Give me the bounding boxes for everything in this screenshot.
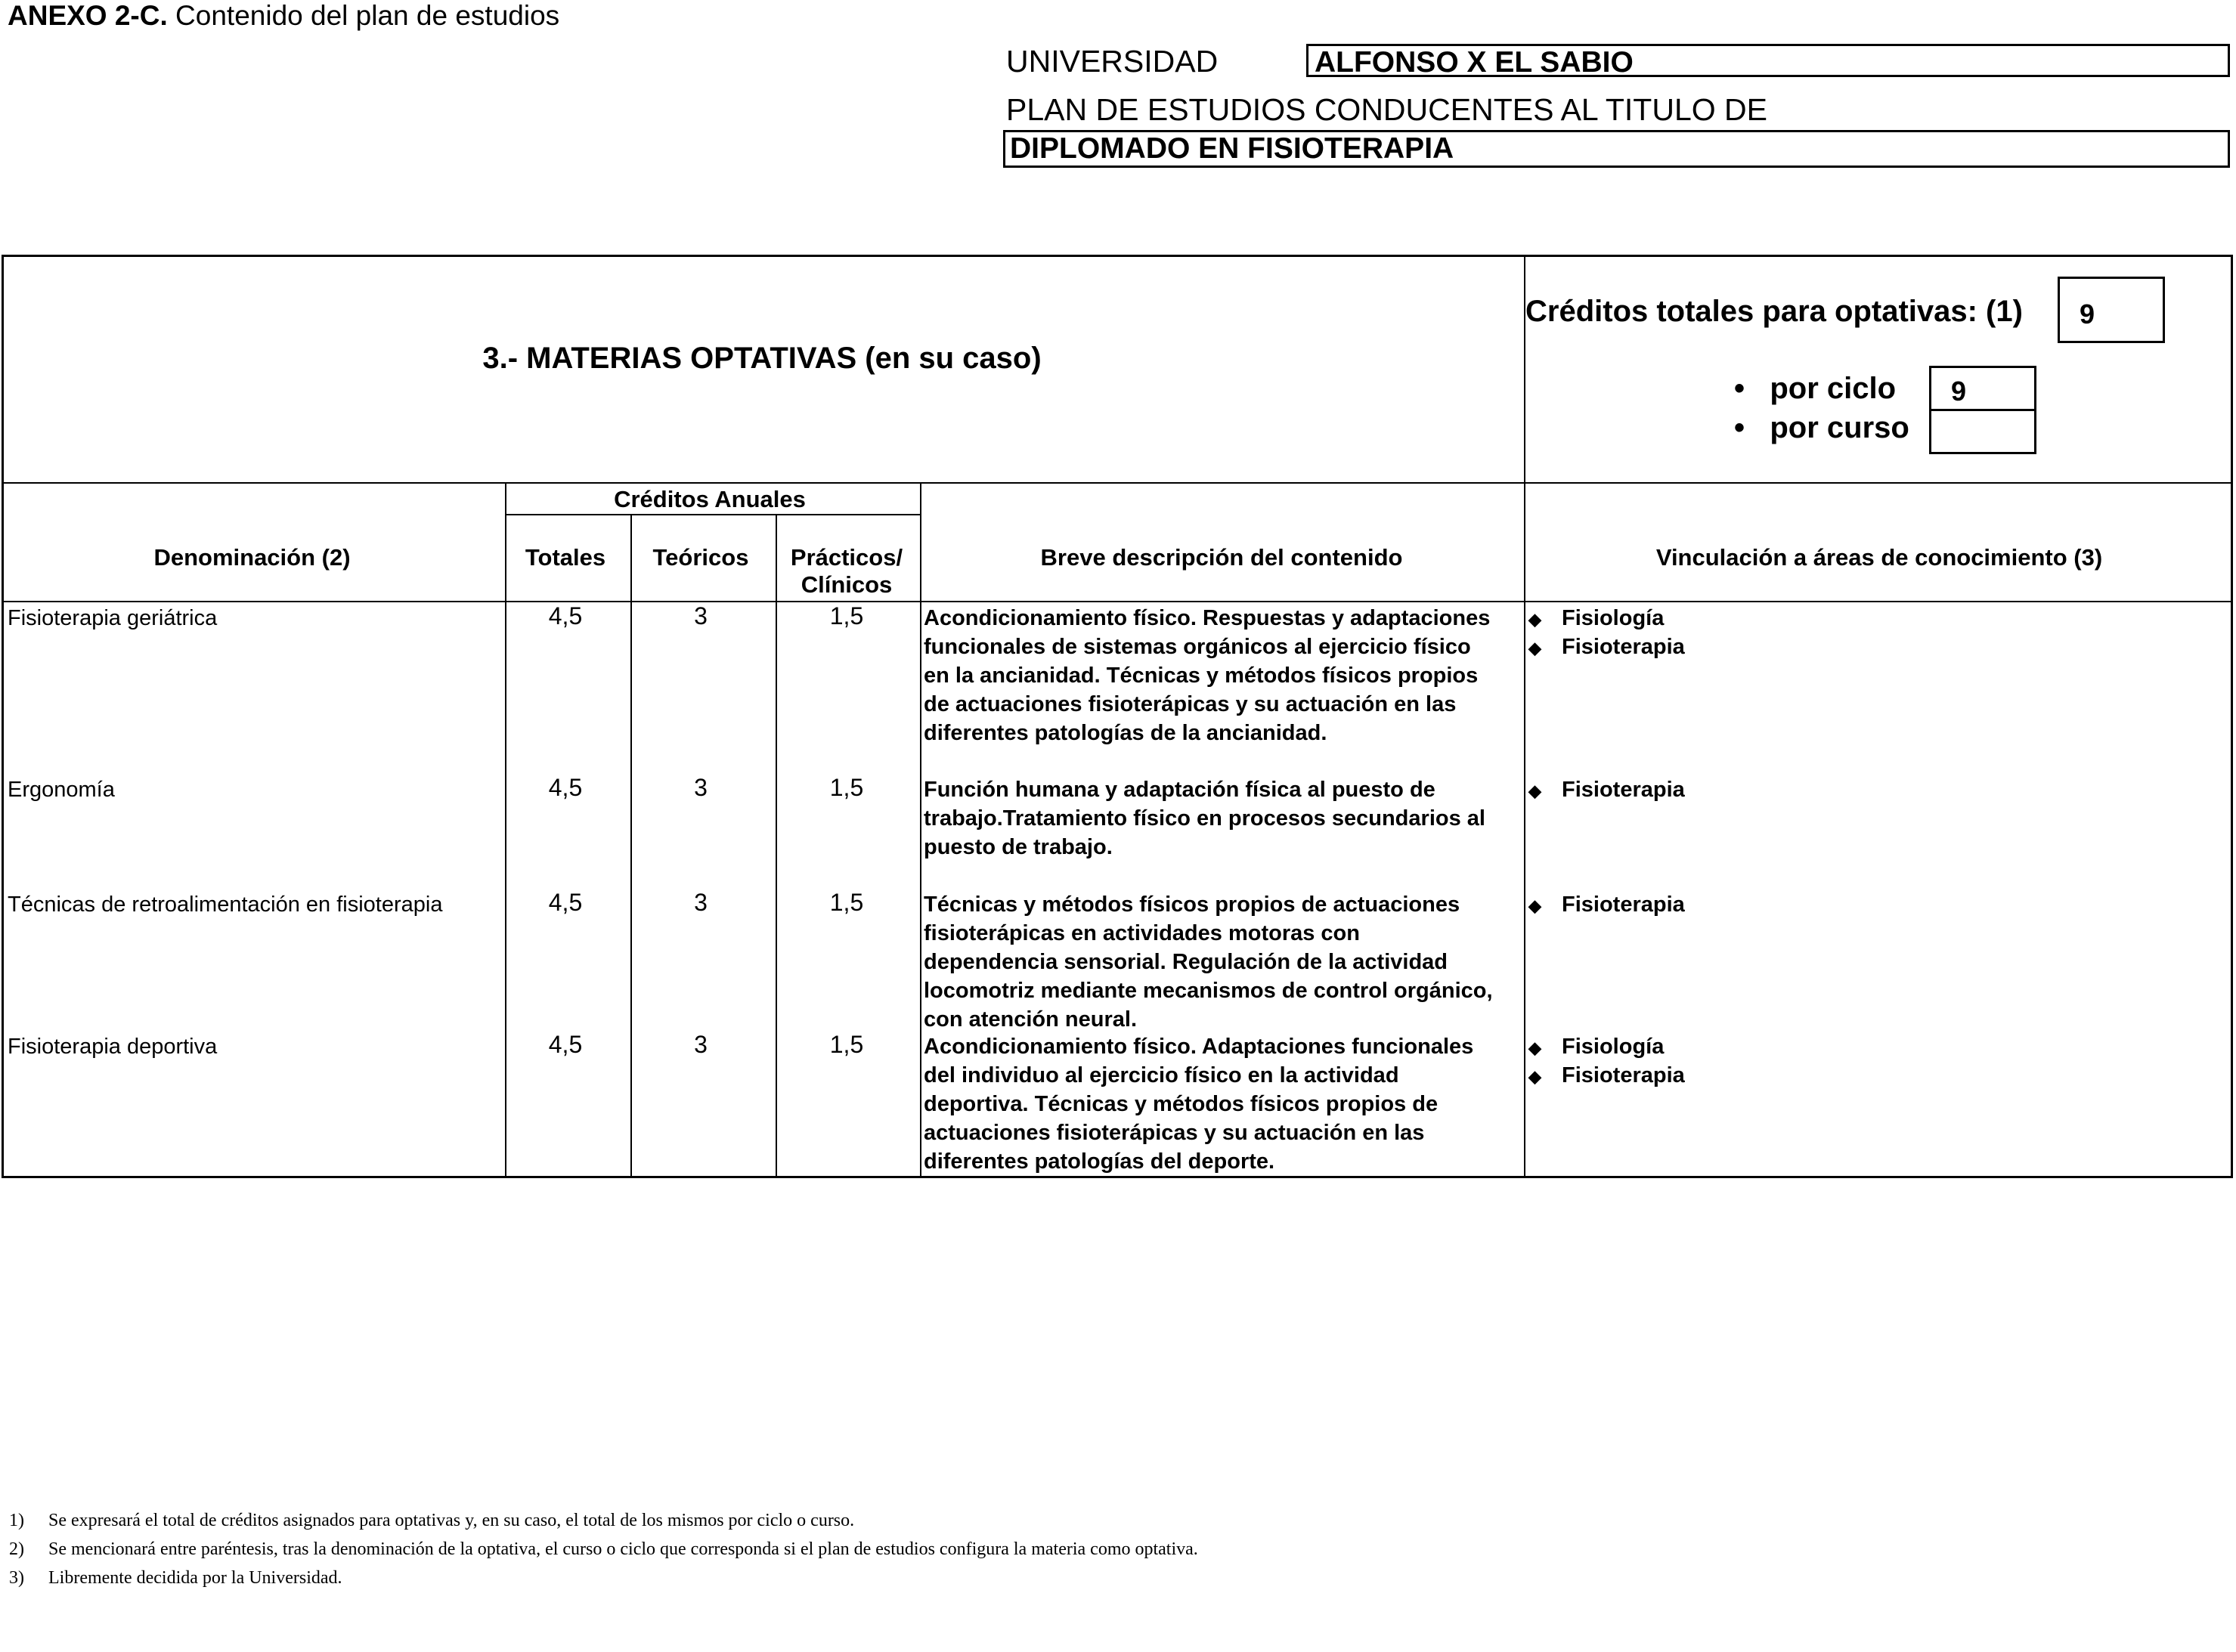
header-totales: Totales [525,544,606,571]
row-1-area-1 [1528,604,1664,634]
total-credits-value: 9 [2058,277,2165,343]
header-creditos-anuales: Créditos Anuales [614,486,806,512]
header-teoricos: Teóricos [652,544,749,571]
area-label: Fisiología [1562,606,1665,630]
row-2-area-1 [1528,775,1685,806]
header-descripcion: Breve descripción del contenido [1040,544,1403,571]
row-1-area-2 [1528,633,1685,663]
per-cycle-text: por ciclo [1770,372,1897,405]
divider [4,482,2231,484]
per-course-label [1734,411,1909,445]
university-name: ALFONSO X EL SABIO [1306,44,2230,77]
annex-code: ANEXO 2-C. [8,0,168,31]
per-course-value [1929,409,2036,454]
area-label: Fisioterapia [1562,1063,1685,1087]
diamond-icon: ◆ [1528,639,1541,657]
row-1-practicos: 1,5 [829,602,864,630]
row-4-teoricos: 3 [694,1031,708,1058]
per-course-text: por curso [1770,411,1909,444]
footnote-2 [9,1539,1198,1560]
per-cycle-value: 9 [1929,366,2036,411]
annex-title [8,0,559,32]
divider [1524,257,1525,1176]
header-practicos: Prácticos/ Clínicos [790,544,903,598]
row-2-totales: 4,5 [548,774,583,801]
diamond-icon: ◆ [1528,610,1541,629]
footnote-number: 3) [9,1568,24,1588]
bullet-icon: • [1734,372,1770,405]
diamond-icon: ◆ [1528,781,1541,800]
header-denominacion: Denominación (2) [153,544,351,571]
area-label: Fisioterapia [1562,635,1685,659]
footnote-text: Libremente decidida por la Universidad. [48,1568,342,1588]
row-1-teoricos: 3 [694,602,708,630]
row-4-practicos: 1,5 [829,1031,864,1058]
diamond-icon: ◆ [1528,1038,1541,1057]
row-3-teoricos: 3 [694,889,708,916]
row-4-description: Acondicionamiento físico. Adaptaciones funcionales del individuo al ejercicio físico en la actividad deportiva. Técnicas y métodos físicos propios de actuaciones fisioterápicas y su actuación en las diferentes patologías del deporte. [924,1035,1474,1174]
diamond-icon: ◆ [1528,1067,1541,1086]
degree-title: DIPLOMADO EN FISIOTERAPIA [1003,130,2230,168]
university-label: UNIVERSIDAD [1006,44,1219,79]
plan-label: PLAN DE ESTUDIOS CONDUCENTES AL TITULO DE [1006,92,1767,127]
area-label: Fisioterapia [1562,778,1685,802]
footnote-3 [9,1568,342,1589]
row-2-teoricos: 3 [694,774,708,801]
row-2-description: Función humana y adaptación física al puesto de trabajo.Tratamiento físico en procesos secundarios al puesto de trabajo. [924,778,1485,859]
footnote-1 [9,1511,854,1531]
per-cycle-label [1734,372,1896,406]
row-4-area-1 [1528,1032,1664,1063]
footnote-text: Se mencionará entre paréntesis, tras la denominación de la optativa, el curso o ciclo que corresponda si el plan de estudios configura la materia como optativa. [48,1539,1198,1559]
row-4-name: Fisioterapia deportiva [8,1035,218,1059]
row-1-totales: 4,5 [548,602,583,630]
bullet-icon: • [1734,411,1770,444]
header-vinculacion: Vinculación a áreas de conocimiento (3) [1655,544,2103,571]
row-3-name: Técnicas de retroalimentación en fisioterapia [8,893,443,917]
annex-subtitle: Contenido del plan de estudios [167,0,560,31]
footnote-text: Se expresará el total de créditos asignados para optativas y, en su caso, el total de los mismos por ciclo o curso. [48,1511,855,1530]
row-4-area-2 [1528,1061,1685,1091]
divider [4,601,2231,602]
row-4-totales: 4,5 [548,1031,583,1058]
footnote-number: 2) [9,1539,24,1559]
row-2-practicos: 1,5 [829,774,864,801]
area-label: Fisioterapia [1562,893,1685,917]
divider [505,482,506,1176]
row-3-description: Técnicas y métodos físicos propios de actuaciones fisioterápicas en actividades motoras con dependencia sensorial. Regulación de la actividad locomotriz mediante mecanismos de control orgánico, con atención neural. [924,893,1493,1032]
area-label: Fisiología [1562,1035,1665,1059]
row-3-area-1 [1528,890,1685,920]
total-credits-label: Créditos totales para optativas: (1) [1525,295,2023,328]
divider [505,514,921,515]
row-2-name: Ergonomía [8,778,115,802]
diamond-icon: ◆ [1528,896,1541,915]
row-3-totales: 4,5 [548,889,583,916]
row-1-description: Acondicionamiento físico. Respuestas y adaptaciones funcionales de sistemas orgánicos al ejercicio físico en la ancianidad. Técnicas y métodos físicos propios de actuaciones fisioterápicas y su actuación en las diferentes patologías de la ancianidad. [924,606,1491,745]
row-3-practicos: 1,5 [829,889,864,916]
section-title: 3.- MATERIAS OPTATIVAS (en su caso) [482,342,1042,375]
footnote-number: 1) [9,1511,24,1530]
divider [920,482,921,1176]
row-1-name: Fisioterapia geriátrica [8,606,218,630]
